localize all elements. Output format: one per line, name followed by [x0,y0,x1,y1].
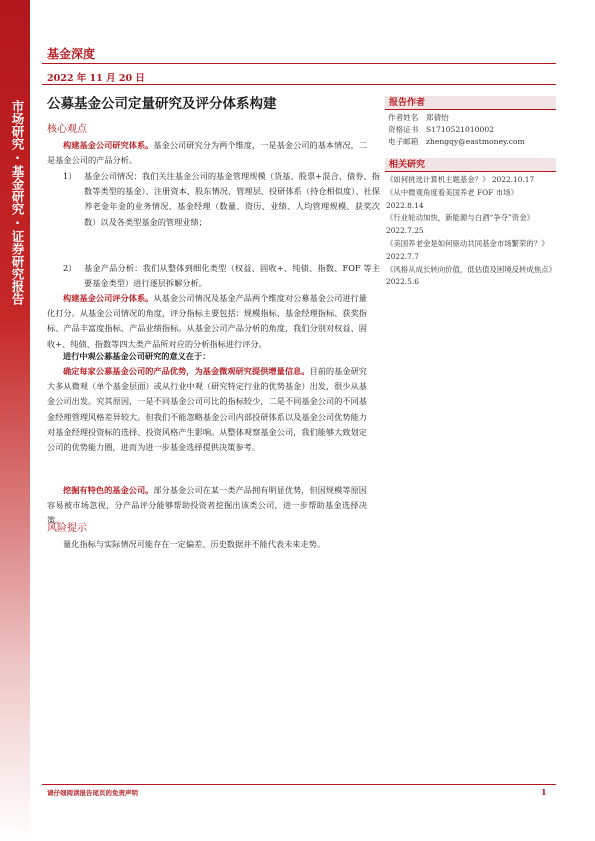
paragraph-lead: 挖掘有特色的基金公司。 [63,485,154,495]
related-item[interactable] [386,238,556,264]
date-divider [42,84,556,85]
paragraph-research-system [47,138,367,168]
page-number: 1 [541,787,547,797]
paragraph-lead: 构建基金公司评分体系。 [63,293,154,303]
paragraph-scoring-system [47,291,367,352]
related-item-date: 2022.8.14 [386,200,424,210]
paragraph-product-advantage [47,364,367,455]
related-item[interactable] [386,174,556,187]
risk-text: 量化指标与实际情况可能存在一定偏差、历史数据并不能代表未来走势。 [63,539,326,549]
header-divider [42,63,556,64]
list-item [63,169,383,261]
related-research-heading: 相关研究 [385,158,556,172]
author-certificate: S1710521010002 [426,125,495,134]
paragraph-text: 部分基金公司在某一类产品拥有明显优势，但因规模等原因容易被市场忽视，分产品评分能够帮助投资者挖掘出该类公司，进一步帮助基金选择决策。 [47,485,367,526]
core-viewpoints-heading: 核心观点 [47,124,87,135]
related-item-date: 2022.10.17 [491,175,535,184]
report-category: 基金深度 [47,47,96,61]
paragraph-text: 从基金公司情况及基金产品两个维度对公募基金公司进行量化打分。从基金公司情况的角度，评分指标主要包括：规模指标、基金经理指标、获奖指标、产品丰富度指标、产品业绩指标。从基金公司产品分析的角度，我们分别对权益、固收+、纯债、指数等四大类产品所对应的分析指标进行评分。 [47,293,367,349]
paragraph-lead: 确定每家公募基金公司的产品优势，为基金微观研究提供增量信息。 [63,366,310,376]
report-title: 公募基金公司定量研究及评分体系构建 [47,96,277,112]
related-item-title: 《美国养老金是如何驱动共同基金市场繁荣的？》 [386,238,549,248]
author-field-label: 作者姓名 [388,113,419,122]
related-item[interactable] [386,264,556,290]
related-item-date: 2022.5.6 [386,277,419,287]
sidebar-band [0,0,30,841]
risk-heading: 风险提示 [47,523,87,534]
report-date: 2022 年 11 月 20 日 [47,73,145,84]
related-item[interactable] [386,212,556,238]
list-item [63,261,383,293]
author-field-label: 资格证书 [388,125,419,134]
paragraph-featured-companies [47,483,367,529]
author-name-row [388,112,449,124]
author-name: 郑倩怡 [426,113,449,122]
paragraph-text: 目前的基金研究大多从微观（单个基金层面）或从行业中观（研究特定行业的优势基金）出发，很少从基金公司出发。究其原因，一是不同基金公司可比的指标较少，二是不同基金公司的不同基金经理管理风格差异较大。但我们不能忽略基金公司内部投研体系以及基金公司优势能力对基金经理投资标的选择、投资风格产生影响。从整体观察基金公司，我们能够大致划定公司的优势能力圈，进而为进一步基金选择提供决策参考。 [47,366,367,453]
footer-disclaimer: 请仔细阅读报告尾页的免责声明 [47,789,138,797]
related-item-title: 《行业轮动加快，新能源与白酒“争夺”资金》 [386,213,534,223]
significance-heading: 进行中观公募基金公司研究的意义在于： [63,351,211,361]
related-item-title: 《风格从成长转向价值，低估值及困境反转成焦点》 [386,264,556,274]
list-number: 1） [63,171,77,181]
author-cert-row [388,124,494,136]
related-research-list [386,174,556,289]
author-email-row [388,136,525,148]
list-text: 基金产品分析：我们从整体到细化类型（权益、固收+、纯债、指数、FOF 等主要基金类型）进行逐层拆解分析。 [84,263,380,289]
author-field-label: 电子邮箱 [388,137,419,146]
sidebar-label: 市场研究·基金研究·证券研究报告 [10,100,25,305]
list-number: 2） [63,263,77,273]
author-email[interactable]: zhengqy@eastmoney.com [426,137,525,146]
related-item-date: 2022.7.7 [386,251,419,261]
related-item[interactable] [386,187,556,213]
related-item-date: 2022.7.25 [386,226,424,236]
list-text: 基金公司情况：我们关注基金公司的基金管理规模（货基、股票+混合、债券、指数等类型的基金）、注册资本、股东情况、管理层、投研体系（持仓相似度）、社保养老金年金的业务情况、基金经理（数量、资历、业绩、人均管理规模、获奖次数）以及各类型基金的管理业绩； [84,171,380,227]
author-heading: 报告作者 [385,96,556,110]
footer-divider [42,784,556,785]
paragraph-lead: 构建基金公司研究体系。 [63,140,154,150]
paragraph-text: 基金公司研究分为两个维度，一是基金公司的基本情况，二是基金公司的产品分析。 [47,140,367,166]
related-item-title: 《从中微观角度看美国养老 FOF 市场》 [386,187,518,197]
related-item-title: 《如何挑选计算机主题基金？》 [386,175,490,184]
